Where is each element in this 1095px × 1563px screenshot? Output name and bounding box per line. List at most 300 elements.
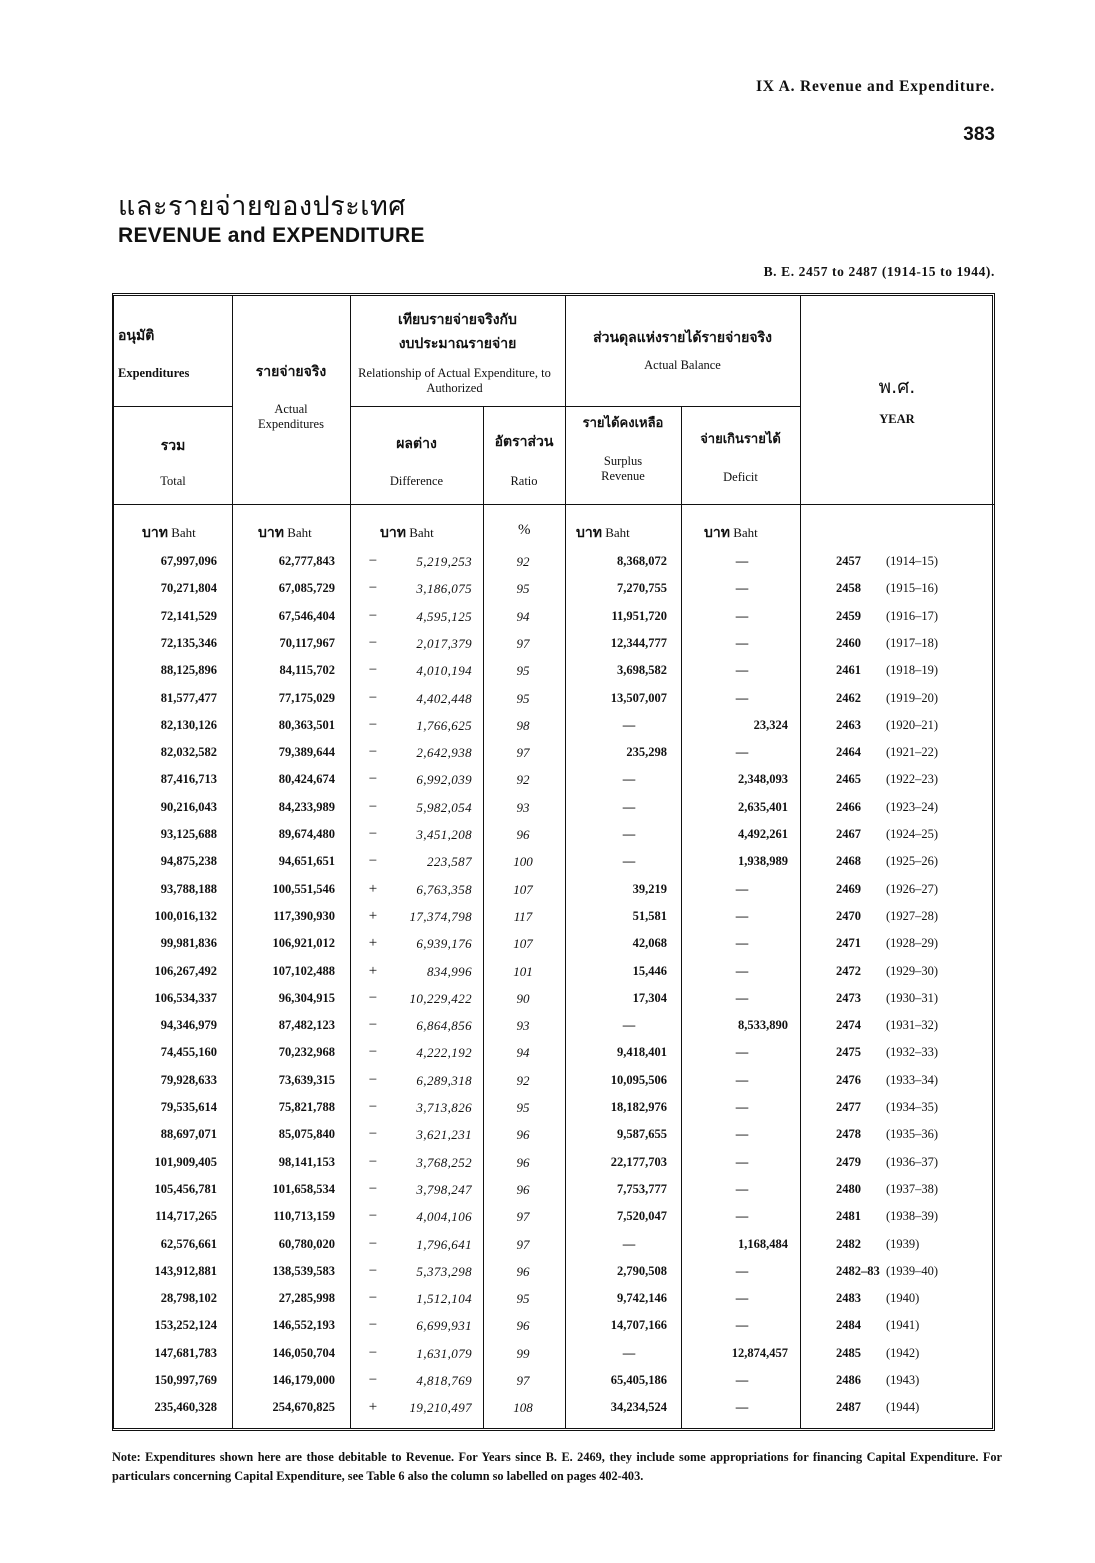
year-be-cell: 2465: [836, 772, 861, 787]
year-ce-cell: (1929–30): [886, 963, 939, 978]
unit-label: บาท Baht: [142, 525, 196, 541]
unit-label: บาท Baht: [576, 525, 630, 541]
surplus-cell: 13,507,007: [610, 690, 667, 705]
deficit-cell: —: [735, 881, 749, 896]
table-row: [114, 1258, 993, 1285]
table-row: [114, 930, 993, 957]
difference-sign: −: [368, 1180, 378, 1197]
actual-cell: 106,921,012: [272, 936, 335, 951]
table-row: [114, 1203, 993, 1230]
year-be-cell: 2481: [836, 1209, 861, 1224]
header-total: Total: [160, 474, 186, 488]
total-cell: 62,576,661: [160, 1236, 217, 1251]
table-row: [114, 1231, 993, 1258]
surplus-cell: —: [622, 1018, 636, 1033]
year-be-cell: 2469: [836, 881, 861, 896]
ratio-cell: 101: [513, 963, 533, 979]
year-be-cell: 2476: [836, 1072, 861, 1087]
deficit-cell: —: [735, 663, 749, 678]
actual-cell: 73,639,315: [278, 1072, 335, 1087]
deficit-cell: —: [735, 908, 749, 923]
year-be-cell: 2483: [836, 1291, 861, 1306]
header-relationship-thai-2: งบประมาณรายจ่าย: [398, 336, 517, 352]
difference-sign: −: [368, 744, 378, 761]
surplus-cell: —: [622, 854, 636, 869]
total-cell: 28,798,102: [160, 1291, 217, 1306]
difference-sign: −: [368, 689, 378, 706]
deficit-cell: —: [735, 1154, 749, 1169]
surplus-cell: 2,790,508: [617, 1263, 667, 1278]
surplus-cell: —: [622, 717, 636, 732]
difference-sign: −: [368, 553, 378, 569]
year-be-cell: 2457: [836, 554, 861, 568]
surplus-cell: 15,446: [632, 963, 667, 978]
year-be-cell: 2463: [836, 717, 861, 732]
actual-cell: 84,115,702: [279, 663, 335, 678]
deficit-cell: —: [735, 608, 749, 623]
difference-sign: −: [368, 798, 378, 815]
header-total-thai: รวม: [160, 438, 186, 454]
ratio-cell: 96: [516, 1181, 530, 1197]
table-row: [114, 1149, 993, 1176]
difference-sign: −: [368, 1262, 378, 1279]
surplus-cell: 34,234,524: [610, 1400, 667, 1415]
year-be-cell: 2486: [836, 1373, 861, 1387]
total-cell: 72,141,529: [160, 608, 217, 623]
year-ce-cell: (1934–35): [886, 1100, 939, 1114]
surplus-cell: —: [622, 772, 636, 787]
year-be-cell: 2472: [836, 963, 861, 978]
surplus-cell: 11,951,720: [611, 608, 667, 623]
total-cell: 93,125,688: [160, 827, 217, 841]
difference-cell: 1,796,641: [416, 1236, 472, 1252]
total-cell: 143,912,881: [154, 1263, 217, 1278]
year-ce-cell: (1937–38): [886, 1181, 939, 1196]
difference-cell: 6,992,039: [416, 772, 472, 788]
year-ce-cell: (1921–22): [886, 745, 939, 760]
year-ce-cell: (1936–37): [886, 1154, 939, 1169]
actual-cell: 100,551,546: [272, 881, 335, 896]
year-be-cell: 2474: [836, 1018, 861, 1033]
difference-cell: 6,939,176: [416, 936, 472, 952]
year-ce-cell: (1928–29): [886, 936, 939, 951]
table-row: [114, 1067, 993, 1094]
ratio-cell: 94: [516, 608, 530, 624]
table-row: [114, 1039, 993, 1066]
year-be-cell: 2479: [836, 1154, 861, 1169]
surplus-cell: 9,418,401: [617, 1045, 667, 1060]
deficit-cell: 8,533,890: [738, 1018, 788, 1033]
year-be-cell: 2480: [836, 1181, 861, 1196]
difference-sign: −: [368, 607, 378, 624]
deficit-cell: —: [735, 963, 749, 978]
ratio-cell: 96: [516, 1318, 530, 1334]
actual-cell: 110,713,159: [273, 1209, 335, 1224]
surplus-cell: —: [622, 827, 636, 841]
total-cell: 99,981,836: [160, 936, 217, 951]
surplus-cell: 10,095,506: [610, 1072, 667, 1087]
difference-cell: 1,512,104: [416, 1291, 472, 1307]
deficit-cell: 4,492,261: [738, 827, 788, 841]
year-ce-cell: (1935–36): [886, 1127, 939, 1142]
total-cell: 235,460,328: [154, 1400, 217, 1415]
header-ratio-thai: อัตราส่วน: [494, 434, 554, 450]
year-ce-cell: (1926–27): [886, 881, 939, 896]
total-cell: 74,455,160: [160, 1045, 217, 1060]
surplus-cell: —: [622, 1236, 636, 1251]
difference-cell: 5,219,253: [416, 554, 472, 569]
table-row: [114, 685, 993, 712]
header-year-thai: พ.ศ.: [878, 376, 916, 398]
year-ce-cell: (1917–18): [886, 635, 939, 650]
surplus-cell: 14,707,166: [610, 1318, 667, 1333]
header-balance: Actual Balance: [644, 358, 721, 372]
total-cell: 88,125,896: [160, 663, 217, 678]
deficit-cell: —: [735, 1127, 749, 1142]
difference-sign: −: [368, 1317, 378, 1334]
difference-cell: 834,996: [426, 963, 472, 979]
deficit-cell: —: [735, 690, 749, 705]
difference-cell: 10,229,422: [409, 990, 472, 1006]
difference-sign: −: [368, 580, 378, 597]
year-be-cell: 2466: [836, 799, 861, 814]
section-header: IX A. Revenue and Expenditure.: [755, 78, 995, 95]
year-be-cell: 2484: [836, 1318, 861, 1333]
header-rule: [350, 406, 800, 407]
actual-cell: 70,117,967: [279, 635, 335, 650]
actual-cell: 27,285,998: [278, 1291, 335, 1306]
difference-sign: −: [368, 1208, 378, 1225]
surplus-cell: 7,520,047: [617, 1209, 667, 1224]
table-row: [114, 848, 993, 875]
total-cell: 79,928,633: [160, 1072, 217, 1087]
difference-sign: +: [368, 907, 378, 924]
total-cell: 94,875,238: [160, 854, 217, 869]
actual-cell: 67,085,729: [278, 581, 335, 596]
difference-sign: −: [368, 1099, 378, 1115]
actual-cell: 70,232,968: [278, 1045, 335, 1060]
surplus-cell: 39,219: [632, 881, 667, 896]
difference-cell: 4,222,192: [416, 1045, 472, 1061]
table-row: [114, 1094, 993, 1121]
header-relationship: Relationship of Actual Expenditure, to Authorized: [358, 366, 551, 395]
header-expenditures: Expenditures: [118, 366, 190, 380]
header-surplus: Surplus Revenue: [601, 454, 645, 483]
total-cell: 88,697,071: [160, 1127, 217, 1142]
deficit-cell: —: [735, 1263, 749, 1278]
difference-cell: 6,699,931: [416, 1318, 472, 1334]
actual-cell: 62,777,843: [278, 554, 335, 568]
difference-cell: 2,642,938: [416, 745, 472, 761]
ratio-cell: 93: [516, 1018, 530, 1034]
total-cell: 79,535,614: [160, 1100, 217, 1114]
difference-sign: −: [368, 1126, 378, 1143]
ratio-cell: 97: [516, 1236, 530, 1252]
difference-sign: +: [368, 1399, 378, 1416]
actual-cell: 98,141,153: [278, 1154, 335, 1169]
actual-cell: 138,539,583: [272, 1263, 335, 1278]
deficit-cell: —: [735, 1291, 749, 1306]
deficit-cell: —: [735, 1045, 749, 1060]
year-ce-cell: (1927–28): [886, 908, 939, 923]
footnote: Note: Expenditures shown here are those debitable to Revenue. For Years since B. E. 2469, they include some appropriations for financing Capital Expenditure. For particulars concerning Capital Expenditure, see Table 6 also the column so labelled on pages 402-403.: [112, 1450, 1002, 1484]
ratio-cell: 98: [516, 717, 530, 733]
year-be-cell: 2485: [836, 1345, 861, 1360]
year-ce-cell: (1933–34): [886, 1072, 939, 1087]
year-be-cell: 2471: [836, 936, 861, 951]
header-actual-thai: รายจ่ายจริง: [255, 364, 327, 380]
year-ce-cell: (1931–32): [886, 1018, 939, 1033]
difference-cell: 3,713,826: [416, 1100, 472, 1115]
difference-sign: −: [368, 826, 378, 842]
header-difference: Difference: [389, 474, 444, 488]
year-be-cell: 2475: [836, 1045, 861, 1060]
deficit-cell: —: [735, 990, 749, 1005]
year-ce-cell: (1916–17): [886, 608, 939, 623]
surplus-cell: —: [622, 799, 636, 814]
actual-cell: 107,102,488: [272, 963, 335, 978]
actual-cell: 146,179,000: [272, 1373, 335, 1387]
ratio-cell: 92: [516, 554, 530, 569]
actual-cell: 146,050,704: [272, 1345, 335, 1360]
ratio-cell: 97: [516, 745, 530, 761]
year-ce-cell: (1918–19): [886, 663, 939, 678]
year-be-cell: 2482–83: [836, 1263, 880, 1278]
total-cell: 90,216,043: [160, 799, 217, 814]
actual-cell: 67,546,404: [278, 608, 335, 623]
surplus-cell: 3,698,582: [617, 663, 667, 678]
year-ce-cell: (1939): [886, 1236, 920, 1251]
deficit-cell: 2,348,093: [738, 772, 788, 787]
unit-label: บาท Baht: [704, 525, 758, 541]
header-deficit-thai: จ่ายเกินรายได้: [700, 432, 781, 447]
total-cell: 67,997,096: [160, 554, 217, 568]
table-row: [114, 712, 993, 739]
ratio-cell: 94: [516, 1045, 530, 1061]
difference-sign: +: [368, 935, 378, 952]
year-ce-cell: (1914–15): [886, 554, 939, 568]
ratio-cell: 95: [516, 663, 530, 679]
year-ce-cell: (1919–20): [886, 690, 939, 705]
deficit-cell: —: [735, 581, 749, 596]
ratio-cell: 93: [516, 799, 530, 815]
total-cell: 147,681,783: [154, 1345, 217, 1360]
year-be-cell: 2467: [836, 827, 861, 841]
deficit-cell: —: [735, 936, 749, 951]
total-cell: 105,456,781: [154, 1181, 217, 1196]
difference-cell: 1,631,079: [416, 1345, 472, 1361]
table-row: [114, 1285, 993, 1312]
header-ratio: Ratio: [510, 474, 538, 488]
difference-sign: +: [368, 880, 378, 897]
surplus-cell: 235,298: [626, 745, 667, 760]
difference-cell: 223,587: [426, 854, 472, 870]
year-ce-cell: (1915–16): [886, 581, 939, 596]
year-be-cell: 2482: [836, 1236, 861, 1251]
difference-cell: 3,186,075: [416, 581, 472, 597]
difference-cell: 1,766,625: [416, 717, 472, 733]
deficit-cell: —: [735, 745, 749, 760]
table-row: [114, 1367, 993, 1394]
year-be-cell: 2458: [836, 581, 861, 596]
deficit-cell: 1,938,989: [738, 854, 788, 869]
header-balance-thai: ส่วนดุลแห่งรายได้รายจ่ายจริง: [593, 330, 772, 346]
header-relationship-thai-1: เทียบรายจ่ายจริงกับ: [398, 312, 517, 328]
year-ce-cell: (1941): [886, 1318, 920, 1333]
table-row: [114, 657, 993, 684]
deficit-cell: 23,324: [753, 717, 788, 732]
unit-label: บาท Baht: [380, 525, 434, 541]
year-ce-cell: (1939–40): [886, 1263, 939, 1278]
header-deficit: Deficit: [723, 470, 758, 484]
total-cell: 114,717,265: [155, 1209, 217, 1224]
ratio-cell: 117: [513, 908, 533, 924]
difference-sign: −: [368, 1071, 378, 1088]
actual-cell: 80,424,674: [278, 772, 335, 787]
difference-cell: 2,017,379: [416, 635, 472, 651]
total-cell: 82,130,126: [160, 717, 217, 732]
deficit-cell: 2,635,401: [738, 799, 788, 814]
actual-cell: 77,175,029: [278, 690, 335, 705]
surplus-cell: 12,344,777: [610, 635, 667, 650]
actual-cell: 85,075,840: [278, 1127, 335, 1142]
difference-sign: −: [368, 1372, 378, 1388]
deficit-cell: 12,874,457: [731, 1345, 788, 1360]
surplus-cell: —: [622, 1345, 636, 1360]
actual-cell: 146,552,193: [272, 1318, 335, 1333]
surplus-cell: 18,182,976: [610, 1100, 667, 1114]
ratio-cell: 90: [516, 990, 530, 1006]
difference-cell: 5,982,054: [416, 799, 472, 815]
year-ce-cell: (1920–21): [886, 717, 939, 732]
table-row: [114, 794, 993, 821]
ratio-cell: 95: [516, 581, 530, 597]
difference-sign: −: [368, 1153, 378, 1170]
ratio-cell: 97: [516, 1373, 530, 1388]
table-row: [114, 876, 993, 903]
year-be-cell: 2468: [836, 854, 861, 869]
surplus-cell: 17,304: [632, 990, 667, 1005]
year-be-cell: 2459: [836, 608, 861, 623]
ratio-cell: 92: [516, 772, 530, 788]
difference-cell: 3,768,252: [416, 1154, 472, 1170]
year-ce-cell: (1944): [886, 1400, 920, 1415]
actual-cell: 79,389,644: [278, 745, 335, 760]
page-number: 383: [963, 124, 995, 145]
surplus-cell: 9,587,655: [617, 1127, 667, 1142]
difference-cell: 4,595,125: [416, 608, 472, 624]
actual-cell: 89,674,480: [278, 827, 335, 841]
unit-label: %: [518, 522, 531, 538]
surplus-cell: 8,368,072: [617, 554, 667, 568]
total-cell: 101,909,405: [154, 1154, 217, 1169]
year-ce-cell: (1938–39): [886, 1209, 939, 1224]
actual-cell: 117,390,930: [273, 908, 335, 923]
difference-cell: 4,402,448: [416, 690, 472, 706]
difference-cell: 4,004,106: [416, 1209, 472, 1225]
actual-cell: 80,363,501: [278, 717, 335, 732]
total-cell: 106,267,492: [154, 963, 217, 978]
difference-sign: −: [368, 716, 378, 733]
surplus-cell: 22,177,703: [610, 1154, 667, 1169]
table-row: [114, 821, 993, 848]
year-be-cell: 2460: [836, 635, 861, 650]
table-row: [114, 1312, 993, 1339]
difference-cell: 4,010,194: [416, 663, 472, 679]
total-cell: 82,032,582: [160, 745, 217, 760]
header-difference-thai: ผลต่าง: [396, 436, 437, 452]
ratio-cell: 95: [516, 690, 530, 706]
difference-cell: 4,818,769: [416, 1373, 472, 1388]
total-cell: 81,577,477: [160, 690, 217, 705]
year-ce-cell: (1930–31): [886, 990, 939, 1005]
difference-cell: 6,864,856: [416, 1018, 472, 1034]
ratio-cell: 96: [516, 1154, 530, 1170]
difference-cell: 6,763,358: [416, 881, 472, 897]
difference-cell: 17,374,798: [409, 908, 472, 924]
actual-cell: 75,821,788: [278, 1100, 335, 1114]
difference-sign: −: [368, 1235, 378, 1252]
actual-cell: 254,670,825: [272, 1400, 335, 1415]
difference-sign: −: [368, 662, 378, 679]
deficit-cell: —: [735, 1373, 749, 1387]
header-year: YEAR: [879, 412, 915, 426]
ratio-cell: 95: [516, 1291, 530, 1307]
page-title: REVENUE and EXPENDITURE: [118, 224, 425, 247]
table-row: [114, 1176, 993, 1203]
actual-cell: 60,780,020: [278, 1236, 335, 1251]
year-be-cell: 2473: [836, 990, 861, 1005]
table-row: [114, 985, 993, 1012]
actual-cell: 87,482,123: [278, 1018, 335, 1033]
year-be-cell: 2487: [836, 1400, 861, 1415]
year-ce-cell: (1943): [886, 1373, 920, 1387]
table-row: [114, 739, 993, 766]
year-be-cell: 2477: [836, 1100, 861, 1114]
table-row: [114, 630, 993, 657]
table-row: [114, 1394, 993, 1421]
header-rule: [114, 504, 994, 505]
deficit-cell: 1,168,484: [738, 1236, 788, 1251]
ratio-cell: 97: [516, 1209, 530, 1225]
table-row: [114, 548, 993, 575]
difference-sign: −: [368, 771, 378, 788]
actual-cell: 101,658,534: [272, 1181, 335, 1196]
deficit-cell: —: [735, 554, 749, 568]
ratio-cell: 108: [513, 1400, 533, 1416]
header-surplus-thai: รายได้คงเหลือ: [582, 416, 664, 431]
total-cell: 93,788,188: [160, 881, 217, 896]
deficit-cell: —: [735, 1400, 749, 1415]
difference-cell: 3,621,231: [416, 1127, 472, 1143]
year-be-cell: 2462: [836, 690, 861, 705]
total-cell: 100,016,132: [154, 908, 217, 923]
ratio-cell: 107: [513, 936, 533, 952]
deficit-cell: —: [735, 1181, 749, 1196]
difference-cell: 3,451,208: [416, 827, 472, 842]
table-row: [114, 766, 993, 793]
page-title-thai: และรายจ่ายของประเทศ: [118, 191, 406, 222]
ratio-cell: 107: [513, 881, 533, 897]
year-ce-cell: (1942): [886, 1345, 920, 1360]
year-range: B. E. 2457 to 2487 (1914-15 to 1944).: [763, 264, 995, 279]
year-ce-cell: (1922–23): [886, 772, 939, 787]
ratio-cell: 96: [516, 827, 530, 842]
actual-cell: 94,651,651: [278, 854, 335, 869]
ratio-cell: 96: [516, 1127, 530, 1143]
deficit-cell: —: [735, 635, 749, 650]
total-cell: 106,534,337: [154, 990, 217, 1005]
